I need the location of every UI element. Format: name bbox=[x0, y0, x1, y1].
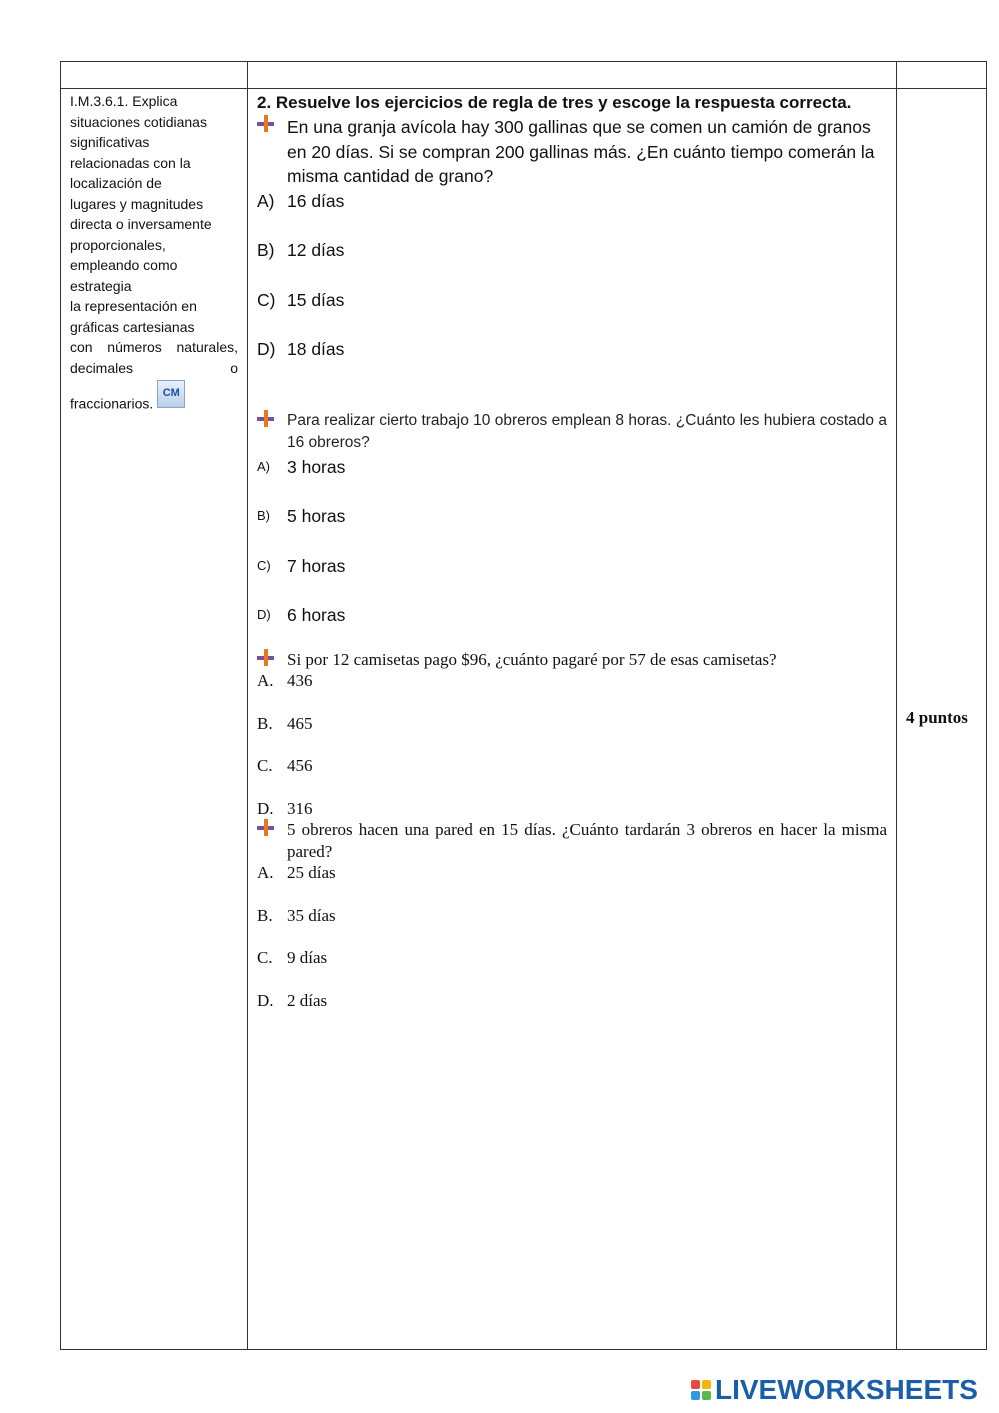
option-text: 3 horas bbox=[287, 456, 346, 477]
points-label: 4 puntos bbox=[906, 708, 968, 727]
option-d[interactable] bbox=[257, 798, 887, 820]
exercise-cell bbox=[248, 89, 897, 1350]
logo-square bbox=[702, 1391, 711, 1400]
indicator-line: con números naturales, bbox=[70, 339, 238, 355]
worksheet-table bbox=[60, 61, 987, 1350]
option-text: 15 días bbox=[287, 289, 345, 310]
header-cell-score bbox=[897, 62, 987, 89]
indicator-cell bbox=[61, 89, 248, 1350]
option-letter: C. bbox=[257, 948, 273, 967]
table-header-row bbox=[61, 62, 987, 89]
indicator-line: estrategia bbox=[70, 277, 132, 294]
option-letter: A. bbox=[257, 863, 274, 882]
indicator-line: situaciones cotidianas bbox=[70, 113, 207, 130]
option-letter: A) bbox=[257, 458, 270, 474]
indicator-line: directa o inversamente bbox=[70, 216, 212, 232]
option-b[interactable] bbox=[257, 905, 887, 927]
option-text: 7 horas bbox=[287, 555, 346, 576]
indicator-line: la representación en bbox=[70, 298, 197, 314]
option-text: 2 días bbox=[287, 990, 328, 1010]
option-c[interactable] bbox=[257, 755, 887, 777]
question-row bbox=[257, 649, 887, 671]
option-a[interactable] bbox=[257, 189, 887, 214]
cm-icon: CM bbox=[157, 380, 185, 408]
arrow-bullet-icon bbox=[257, 410, 287, 430]
option-d[interactable] bbox=[257, 990, 887, 1012]
indicator-line: relacionadas con la bbox=[70, 154, 191, 171]
option-a[interactable] bbox=[257, 862, 887, 884]
option-a[interactable] bbox=[257, 455, 887, 480]
option-letter: A) bbox=[257, 190, 275, 211]
option-text: 465 bbox=[287, 713, 313, 733]
header-cell-activity bbox=[248, 62, 897, 89]
option-a[interactable] bbox=[257, 670, 887, 692]
indicator-line: gráficas cartesianas bbox=[70, 318, 195, 335]
option-text: 436 bbox=[287, 671, 313, 690]
option-text: 18 días bbox=[287, 339, 345, 359]
logo-square bbox=[702, 1380, 711, 1389]
score-cell bbox=[897, 89, 987, 1350]
option-text: 5 horas bbox=[287, 506, 346, 526]
arrow-bullet-icon bbox=[257, 115, 287, 135]
question-text: Para realizar cierto trabajo 10 obreros emplean 8 horas. ¿Cuánto les hubiera costado a 16 obreros? bbox=[287, 411, 887, 451]
option-letter: D. bbox=[257, 990, 274, 1010]
indicator-line: proporcionales, bbox=[70, 236, 166, 253]
option-letter: B. bbox=[257, 905, 273, 925]
option-text: 35 días bbox=[287, 905, 336, 925]
question-text: 5 obreros hacen una pared en 15 días. ¿Cuánto tardarán 3 obreros en hacer la misma pared? bbox=[287, 820, 887, 861]
logo-square bbox=[691, 1391, 700, 1400]
option-c[interactable] bbox=[257, 288, 887, 313]
table-main-row bbox=[61, 89, 987, 1350]
question-2 bbox=[257, 410, 887, 628]
exercise-title: 2. Resuelve los ejercicios de regla de tres y escoge la respuesta correcta. bbox=[257, 93, 852, 112]
logo-square bbox=[691, 1380, 700, 1389]
liveworksheets-logo[interactable] bbox=[691, 1376, 978, 1404]
indicator-line: decimales o bbox=[70, 359, 238, 376]
question-row bbox=[257, 819, 887, 862]
question-1 bbox=[257, 115, 887, 362]
option-text: 9 días bbox=[287, 948, 328, 967]
indicator-line: significativas bbox=[70, 134, 150, 150]
logo-squares-icon bbox=[691, 1380, 711, 1400]
arrow-bullet-icon bbox=[257, 649, 287, 669]
question-row bbox=[257, 115, 887, 189]
option-letter: D) bbox=[257, 339, 276, 359]
indicator-line: I.M.3.6.1. Explica bbox=[70, 93, 178, 109]
indicator-line: lugares y magnitudes bbox=[70, 195, 204, 212]
question-text: En una granja avícola hay 300 gallinas que se comen un camión de granos en 20 días. Si se compran 200 gallinas más. ¿En cuánto tiempo comerán la misma cantidad de grano? bbox=[287, 117, 875, 186]
option-text: 25 días bbox=[287, 863, 336, 882]
option-letter: D. bbox=[257, 798, 274, 818]
option-b[interactable] bbox=[257, 504, 887, 529]
option-d[interactable] bbox=[257, 603, 887, 628]
question-3 bbox=[257, 649, 887, 820]
option-text: 316 bbox=[287, 798, 313, 818]
option-letter: B. bbox=[257, 713, 273, 733]
indicator-last-line bbox=[70, 386, 238, 414]
option-d[interactable] bbox=[257, 337, 887, 362]
option-letter: B) bbox=[257, 240, 275, 260]
arrow-bullet-icon bbox=[257, 819, 287, 839]
option-c[interactable] bbox=[257, 947, 887, 969]
option-text: 6 horas bbox=[287, 605, 346, 625]
option-letter: A. bbox=[257, 671, 274, 690]
option-c[interactable] bbox=[257, 554, 887, 579]
option-text: 16 días bbox=[287, 190, 345, 211]
option-letter: B) bbox=[257, 508, 270, 523]
option-letter: C) bbox=[257, 557, 271, 573]
option-text: 12 días bbox=[287, 240, 345, 260]
header-cell-indicator bbox=[61, 62, 248, 89]
option-letter: D) bbox=[257, 607, 271, 622]
question-row bbox=[257, 410, 887, 455]
brand-name: LIVEWORKSHEETS bbox=[715, 1374, 978, 1405]
indicator-line: empleando como bbox=[70, 257, 178, 273]
question-4 bbox=[257, 819, 887, 1011]
option-b[interactable] bbox=[257, 238, 887, 263]
indicator-line: localización de bbox=[70, 175, 162, 191]
option-letter: C) bbox=[257, 289, 276, 310]
option-b[interactable] bbox=[257, 713, 887, 735]
option-text: 456 bbox=[287, 756, 313, 775]
question-text: Si por 12 camisetas pago $96, ¿cuánto pagaré por 57 de esas camisetas? bbox=[287, 649, 777, 669]
option-letter: C. bbox=[257, 756, 273, 775]
indicator-line: fraccionarios. bbox=[70, 395, 154, 412]
